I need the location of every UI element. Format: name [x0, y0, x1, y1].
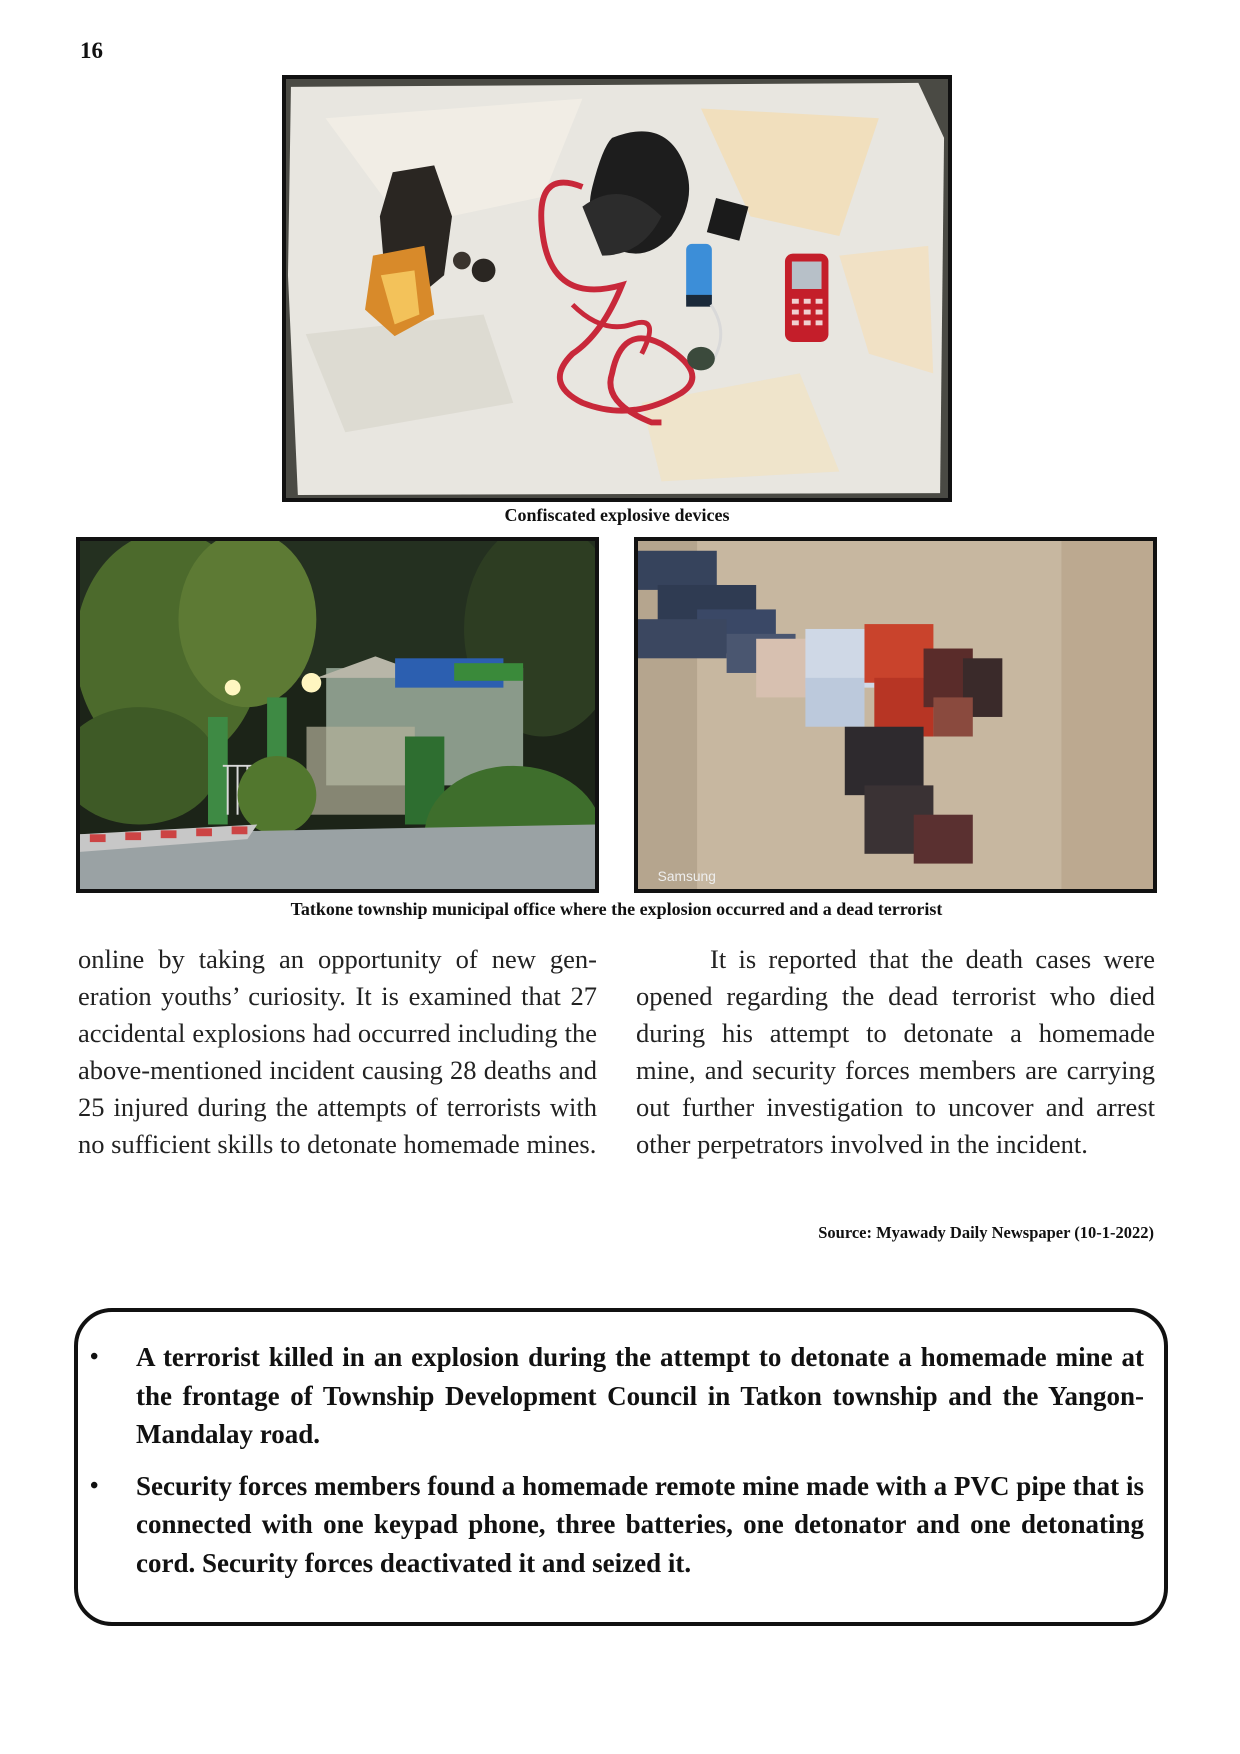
- article-left-column: [78, 941, 597, 1163]
- bullet-icon: •: [90, 1472, 99, 1499]
- caption-municipal-office-and-terrorist: Tatkone township municipal office where the explosion occurred and a dead terrorist: [290, 899, 943, 919]
- article-left-paragraph: online by taking an opportunity of new generation youths’ curiosity. It is examined that 27 accidental explosions had occurred including the above-mentioned incident causing 28 deaths and 25 injured during the attempts of terrorists with no sufficient skills to detonate homemade mines.: [78, 944, 597, 1159]
- article-right-paragraph: It is reported that the death cases were opened regarding the dead terrorist who died during his attempt to detonate a homemade mine, and security forces members are carrying out further investigation to uncover and arrest other perpetrators involved in the incident.: [636, 944, 1155, 1159]
- summary-item: [78, 1338, 1164, 1454]
- page-number: 16: [80, 38, 103, 63]
- bullet-icon: •: [90, 1344, 99, 1370]
- caption-confiscated-devices: Confiscated explosive devices: [504, 505, 730, 525]
- municipal-office-illustration: [80, 541, 595, 889]
- summary-box: [74, 1308, 1168, 1626]
- samsung-watermark: Samsung: [657, 869, 716, 885]
- source-citation: Source: Myawady Daily Newspaper (10-1-2022): [818, 1223, 1154, 1242]
- photo-dead-terrorist-pixelated: [634, 537, 1157, 893]
- summary-item: [78, 1467, 1164, 1583]
- pixelated-illustration: [638, 541, 1153, 889]
- summary-list: [78, 1338, 1164, 1582]
- photo-confiscated-explosive-devices: [282, 75, 952, 502]
- summary-item-text: A terrorist killed in an explosion during the attempt to detonate a homemade mine at the frontage of Township Development Council in Tatkon township and the Yangon-Mandalay road.: [136, 1342, 1144, 1449]
- article-right-column: [636, 941, 1155, 1163]
- summary-item-text: Security forces members found a homemade remote mine made with a PVC pipe that is connected with one keypad phone, three batteries, one detonator and one detonating cord. Security forces deactivated it and seized it.: [136, 1470, 1144, 1578]
- photo-municipal-office: [76, 537, 599, 893]
- devices-illustration: [286, 79, 948, 498]
